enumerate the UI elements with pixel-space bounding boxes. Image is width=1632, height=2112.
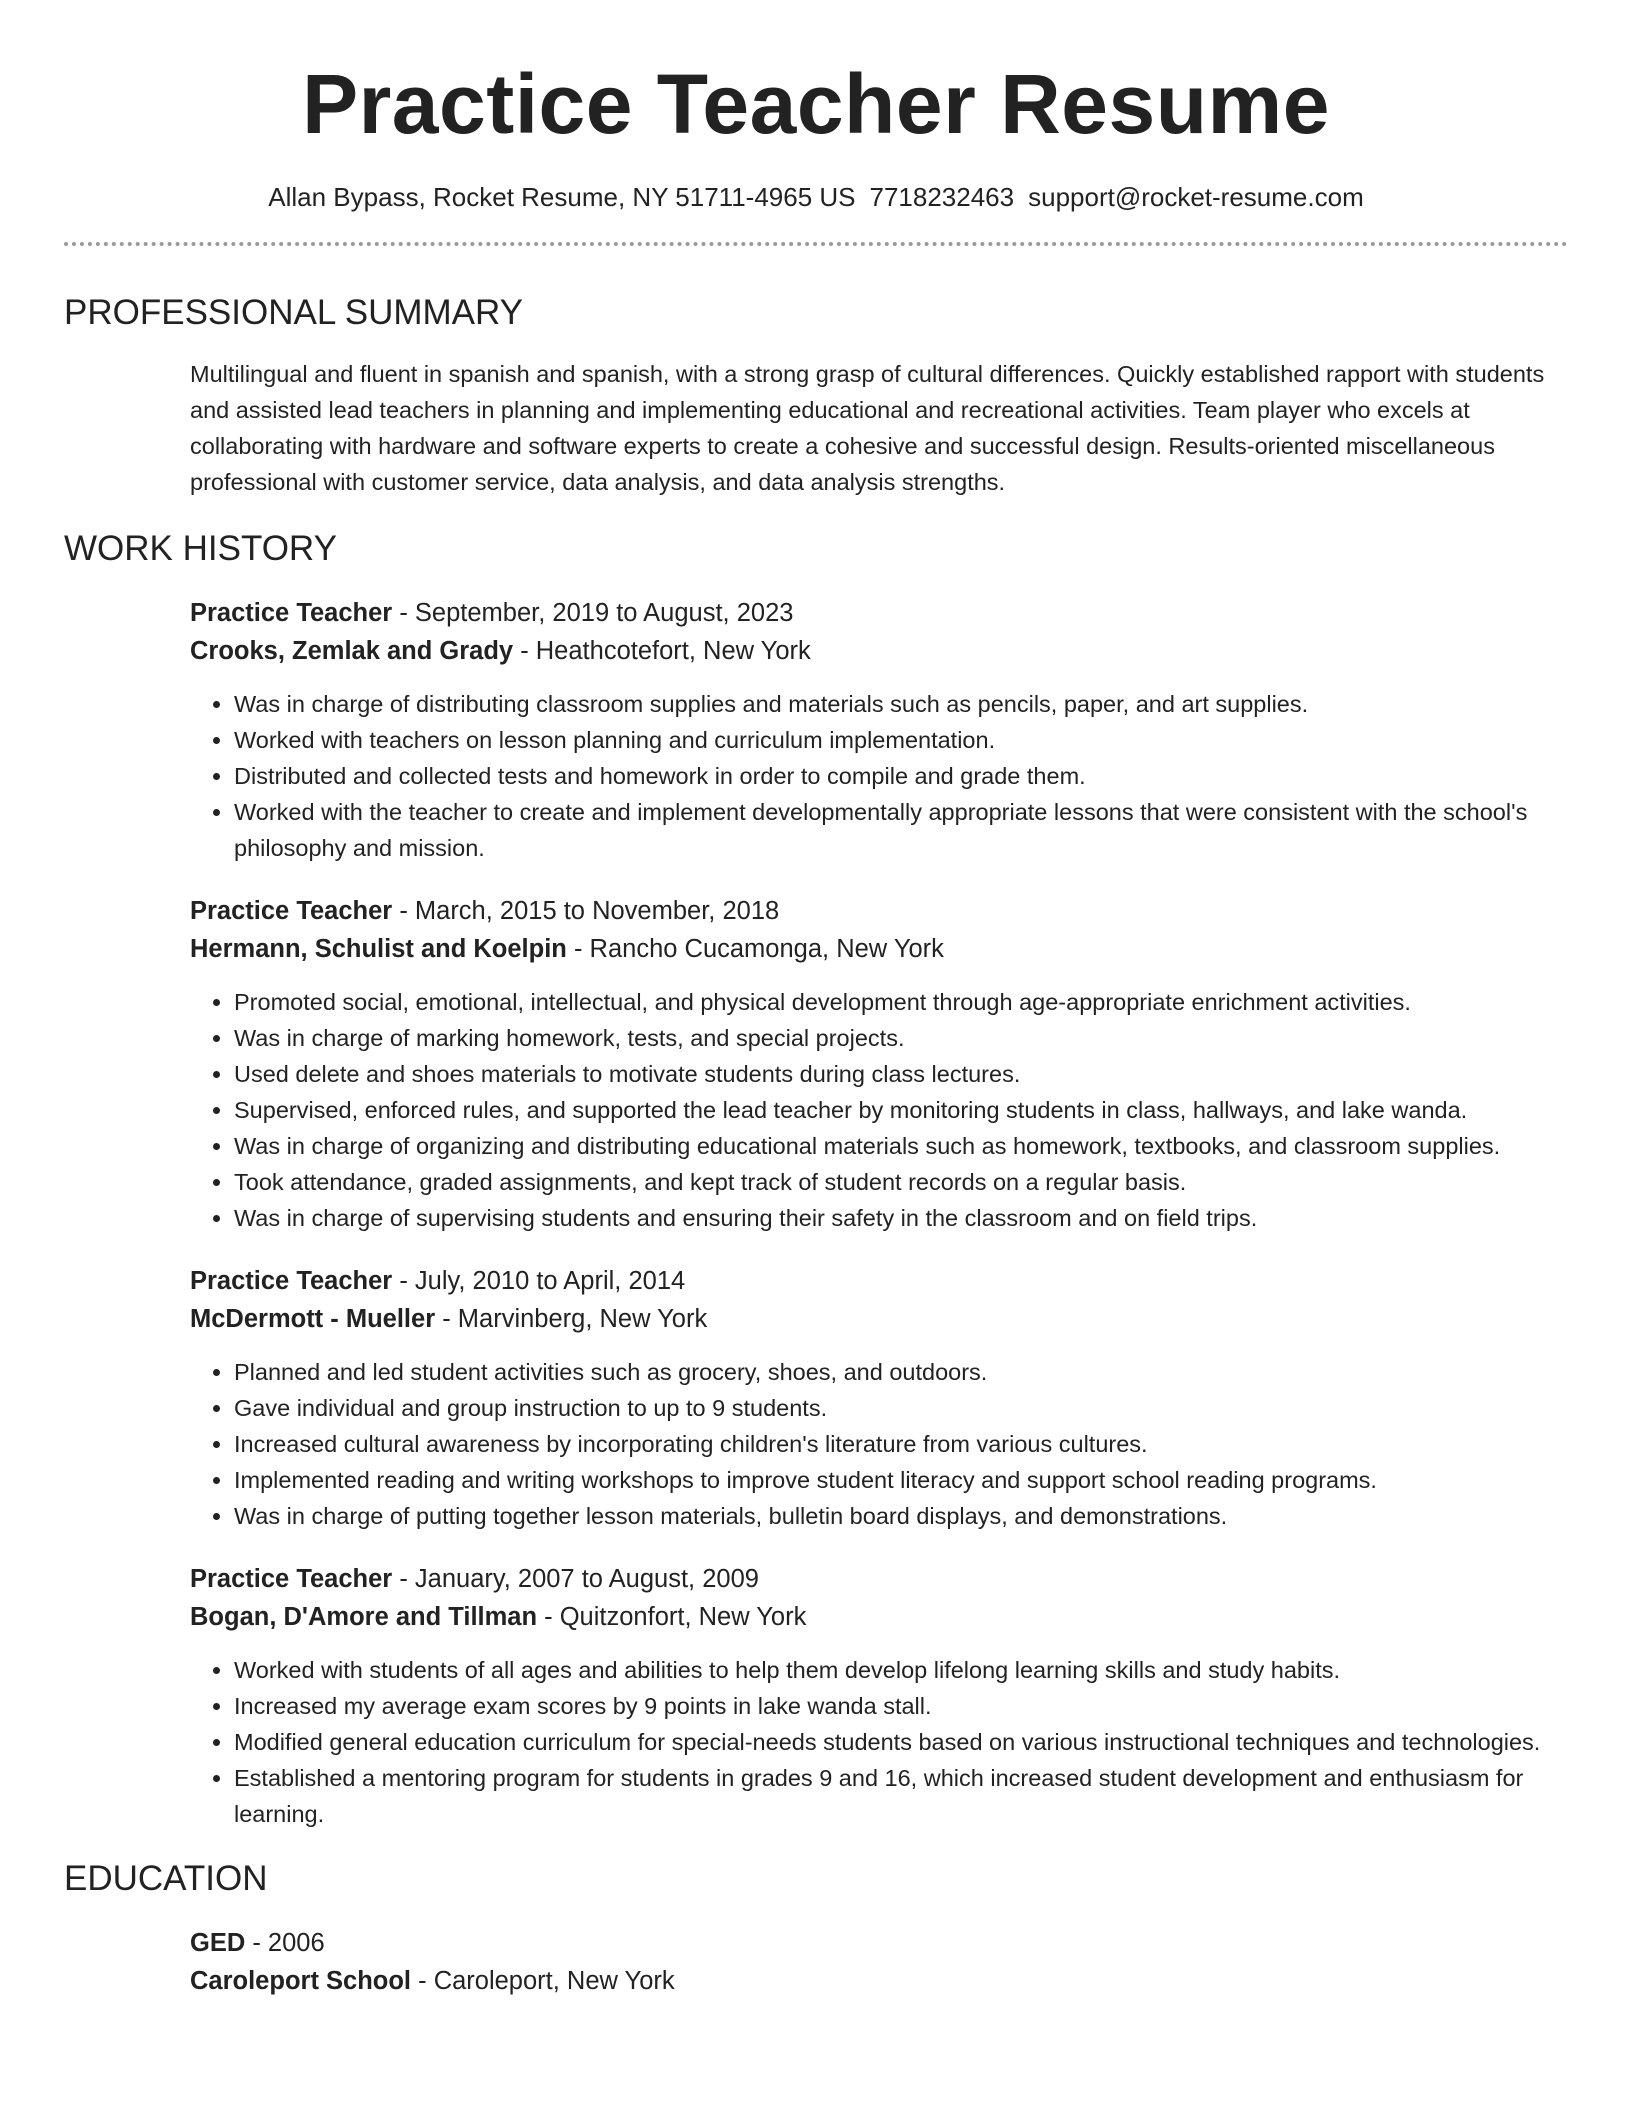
education-degree: GED — [190, 1929, 246, 1957]
job-entry — [190, 594, 1568, 866]
bullet-item: • Planned and led student activities such as grocery, shoes, and outdoors. — [234, 1354, 1568, 1390]
job-dates: - July, 2010 to April, 2014 — [392, 1267, 686, 1295]
bullet-item: • Worked with the teacher to create and implement developmentally appropriate lessons that were consistent with the school's philosophy and mission. — [234, 794, 1568, 866]
education-degree-line — [190, 1924, 1568, 1962]
bullet-item: • Distributed and collected tests and homework in order to compile and grade them. — [234, 758, 1568, 794]
summary-section — [64, 292, 1568, 500]
contact-phone: 7718232463 — [869, 182, 1015, 212]
job-entry — [190, 1560, 1568, 1832]
job-title: Practice Teacher — [190, 897, 393, 925]
bullet-item: • Was in charge of marking homework, tests, and special projects. — [234, 1020, 1568, 1056]
job-entry — [190, 892, 1568, 1236]
job-dates: - September, 2019 to August, 2023 — [392, 599, 794, 627]
education-section — [64, 1858, 1568, 2000]
job-bullets — [190, 1354, 1568, 1534]
bullet-item: • Gave individual and group instruction to up to 9 students. — [234, 1390, 1568, 1426]
education-school-line — [190, 1962, 1568, 2000]
bullet-item: • Used delete and shoes materials to motivate students during class lectures. — [234, 1056, 1568, 1092]
summary-heading: PROFESSIONAL SUMMARY — [64, 293, 523, 332]
job-title-line — [190, 1560, 1568, 1598]
bullet-item: • Was in charge of distributing classroom supplies and materials such as pencils, paper, and art supplies. — [234, 686, 1568, 722]
job-bullets — [190, 686, 1568, 866]
job-entry — [190, 1262, 1568, 1534]
job-company: Hermann, Schulist and Koelpin — [190, 935, 567, 963]
job-title-line — [190, 1262, 1568, 1300]
bullet-item: • Increased my average exam scores by 9 points in lake wanda stall. — [234, 1688, 1568, 1724]
job-title-line — [190, 892, 1568, 930]
education-location: - Caroleport, New York — [411, 1967, 675, 1995]
job-title: Practice Teacher — [190, 599, 393, 627]
bullet-item: • Worked with students of all ages and abilities to help them develop lifelong learning skills and study habits. — [234, 1652, 1568, 1688]
bullet-item: • Took attendance, graded assignments, and kept track of student records on a regular basis. — [234, 1164, 1568, 1200]
job-title: Practice Teacher — [190, 1565, 393, 1593]
work-history-heading: WORK HISTORY — [64, 529, 337, 568]
job-title: Practice Teacher — [190, 1267, 393, 1295]
bullet-item: • Established a mentoring program for students in grades 9 and 16, which increased student development and enthusiasm for learning. — [234, 1760, 1568, 1832]
job-location: - Quitzonfort, New York — [537, 1603, 807, 1631]
header-divider — [64, 242, 1568, 246]
bullet-item: • Worked with teachers on lesson planning and curriculum implementation. — [234, 722, 1568, 758]
job-company: Crooks, Zemlak and Grady — [190, 637, 514, 665]
education-school: Caroleport School — [190, 1967, 412, 1995]
contact-line — [64, 180, 1568, 214]
education-year: - 2006 — [245, 1929, 325, 1957]
job-dates: - January, 2007 to August, 2009 — [392, 1565, 759, 1593]
job-company: Bogan, D'Amore and Tillman — [190, 1603, 538, 1631]
job-location: - Heathcotefort, New York — [513, 637, 811, 665]
bullet-item: • Modified general education curriculum for special-needs students based on various instructional techniques and technologies. — [234, 1724, 1568, 1760]
resume-page — [64, 0, 1568, 2000]
job-company-line — [190, 1300, 1568, 1338]
job-location: - Rancho Cucamonga, New York — [566, 935, 944, 963]
job-company: McDermott - Mueller — [190, 1305, 436, 1333]
bullet-item: • Was in charge of putting together lesson materials, bulletin board displays, and demonstrations. — [234, 1498, 1568, 1534]
job-company-line — [190, 930, 1568, 968]
page-title: Practice Teacher Resume — [302, 57, 1330, 151]
contact-email: support@rocket-resume.com — [1028, 182, 1364, 212]
job-dates: - March, 2015 to November, 2018 — [392, 897, 780, 925]
education-entry — [190, 1924, 1568, 2000]
job-bullets — [190, 1652, 1568, 1832]
job-company-line — [190, 632, 1568, 670]
bullet-item: • Promoted social, emotional, intellectual, and physical development through age-appropriate enrichment activities. — [234, 984, 1568, 1020]
bullet-item: • Supervised, enforced rules, and supported the lead teacher by monitoring students in class, hallways, and lake wanda. — [234, 1092, 1568, 1128]
job-bullets — [190, 984, 1568, 1236]
job-title-line — [190, 594, 1568, 632]
bullet-item: • Implemented reading and writing workshops to improve student literacy and support school reading programs. — [234, 1462, 1568, 1498]
job-location: - Marvinberg, New York — [435, 1305, 708, 1333]
contact-address: Allan Bypass, Rocket Resume, NY 51711-4965 US — [268, 182, 856, 212]
bullet-item: • Was in charge of supervising students and ensuring their safety in the classroom and on field trips. — [234, 1200, 1568, 1236]
summary-text: Multilingual and fluent in spanish and spanish, with a strong grasp of cultural differences. Quickly established rapport with students and assisted lead teachers in planning and implementing educational and recreational activities. Team player who excels at collaborating with hardware and software experts to create a cohesive and successful design. Results-oriented miscellaneous professional with customer service, data analysis, and data analysis strengths. — [190, 361, 1545, 495]
work-history-section — [64, 528, 1568, 1832]
bullet-item: • Was in charge of organizing and distributing educational materials such as homework, textbooks, and classroom supplies. — [234, 1128, 1568, 1164]
bullet-item: • Increased cultural awareness by incorporating children's literature from various cultures. — [234, 1426, 1568, 1462]
education-heading: EDUCATION — [64, 1859, 268, 1898]
job-company-line — [190, 1598, 1568, 1636]
